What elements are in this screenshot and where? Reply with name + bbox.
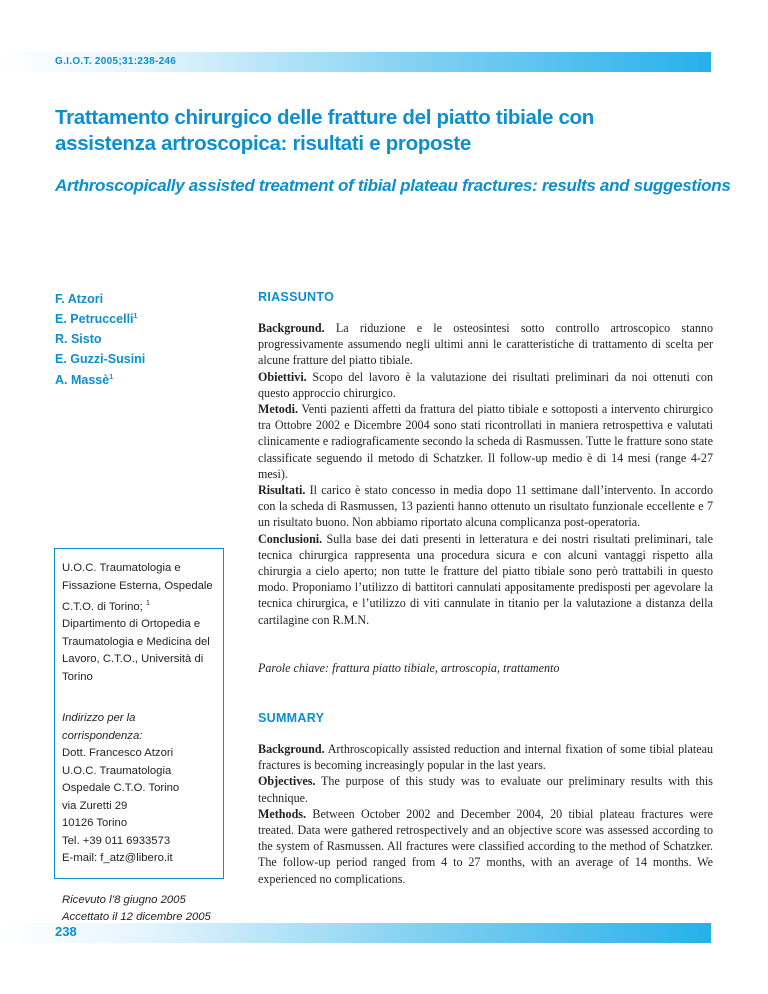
- address-line: via Zuretti 29: [62, 799, 128, 812]
- summary-body: [258, 741, 713, 887]
- summary-paragraph: Methods. Between October 2002 and December 2004, 20 tibial plateau fractures were treated. Data were gathered retrospectively and an objective score was assessed according to the system of Rasmussen. All fractures were classified according to the method of Schatzker. The follow-up period ranged from 4 to 27 months, with an average of 14 months. We experienced no complications.: [258, 806, 714, 886]
- summary-heading: SUMMARY: [258, 711, 325, 725]
- correspondence-address: [62, 745, 217, 868]
- article-title-english: Arthroscopically assisted treatment of tibial plateau fractures: results and suggestions: [55, 176, 731, 195]
- author-name: A. Massè: [55, 372, 110, 387]
- article-title-italian: Trattamento chirurgico delle fratture del piatto tibiale con assistenza artroscopica: risultati e proposte: [55, 106, 595, 155]
- riassunto-paragraph: Risultati. Il carico è stato concesso in media dopo 11 settimane dall’intervento. In accordo con la scheda di Rasmussen, 13 pazienti hanno ottenuto un risultato funzionale eccellente e 7 un risultato buono. Non abbiamo riportato alcuna complicanza post-operatoria.: [258, 483, 714, 530]
- footer-band: [0, 923, 711, 943]
- author-item: [55, 288, 145, 308]
- address-line: 10126 Torino: [62, 817, 128, 830]
- riassunto-body: [258, 320, 713, 628]
- author-name: F. Atzori: [55, 292, 104, 307]
- page-number: 238: [55, 924, 77, 939]
- author-affil-sup: 1: [109, 373, 114, 381]
- riassunto-paragraph: Metodi. Venti pazienti affetti da frattura del piatto tibiale e sottoposti a intervento chirurgico tra Ottobre 2002 e Dicembre 2004 sono stati ricontrollati in maniera retrospettiva e valutati clinicamente e radiograficamente secondo la scheda di Rasmussen. Tutte le fratture sono state classificate seguendo il metodo di Schatzker. Il follow-up medio è di 14 mesi (range 4-27 mesi).: [258, 402, 714, 481]
- address-line: Tel. +39 011 6933573: [62, 834, 171, 847]
- affiliation-box: [54, 548, 224, 924]
- submission-dates: [62, 892, 217, 927]
- author-affil-sup: 1: [133, 313, 138, 321]
- address-line: Dott. Francesco Atzori: [62, 747, 174, 760]
- address-line: U.O.C. Traumatologia: [62, 764, 172, 777]
- address-line: Ospedale C.T.O. Torino: [62, 782, 180, 795]
- author-name: E. Petruccelli: [55, 312, 134, 327]
- author-name: R. Sisto: [55, 332, 102, 347]
- author-item: [55, 328, 145, 348]
- correspondence-label: Indirizzo per la corrispondenza:: [62, 712, 143, 742]
- summary-paragraph: Background. Arthroscopically assisted reduction and internal fixation of some tibial plateau fractures is becoming increasingly popular in the last years.: [258, 742, 713, 773]
- summary-paragraph: Objectives. The purpose of this study was to evaluate our preliminary results with this technique.: [258, 774, 713, 805]
- riassunto-paragraph: Conclusioni. Sulla base dei dati presenti in letteratura e dei nostri risultati preliminari, tale tecnica chirurgica rappresenta una procedura sicura e con alcuni vantaggi rispetto alla chirurgia a cielo aperto; non tutte le fratture del piatto tibiale sono però trattabili in questo modo. Proponiamo l’utilizzo di battitori cannulati appositamente predisposti per agevolare la tecnica chirurgica, e l’utilizzo di viti cannulate in titanio per la valutazione a distanza della cartilagine con R.M.N.: [258, 531, 713, 627]
- keywords: Parole chiave: frattura piatto tibiale, artroscopia, trattamento: [258, 661, 560, 675]
- received-date: Ricevuto l’8 giugno 2005: [62, 893, 186, 906]
- riassunto-paragraph: Background. La riduzione e le osteosintesi sotto controllo artroscopico stanno progressivamente assumendo negli ultimi anni le caratteristiche di trattamento di scelta per alcune fratture del piatto tibiale.: [258, 321, 713, 368]
- author-item: [55, 308, 145, 328]
- author-item: [55, 348, 145, 368]
- accepted-date: Accettato il 12 dicembre 2005: [62, 911, 211, 924]
- author-item: [55, 369, 145, 389]
- author-name: E. Guzzi-Susini: [55, 352, 146, 367]
- riassunto-paragraph: Obiettivi. Scopo del lavoro è la valutazione dei risultati preliminari da noi ottenuti con questo approccio chirurgico.: [258, 369, 713, 400]
- author-list: [55, 288, 145, 389]
- journal-reference: G.I.O.T. 2005;31:238-246: [55, 56, 177, 67]
- riassunto-heading: RIASSUNTO: [258, 290, 335, 304]
- affiliation-unit: U.O.C. Traumatologia e Fissazione Esterna, Ospedale C.T.O. di Torino; $^1$ Dipartimento di Ortopedia e Traumatologia e Medicina del Lavoro, C.T.O., Università di Torino: [62, 562, 213, 683]
- email-link[interactable]: E-mail: f_atz@libero.it: [62, 852, 173, 865]
